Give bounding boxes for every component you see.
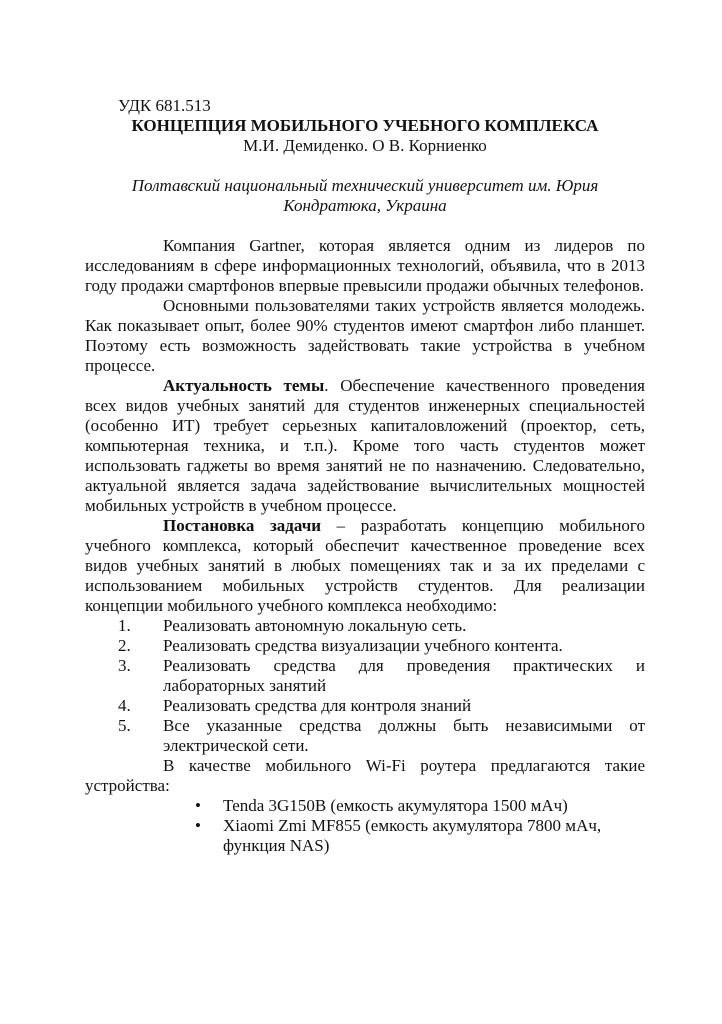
list-item-number: 2.: [118, 636, 131, 655]
numbered-list-item: [85, 636, 645, 656]
list-item-text: Все указанные средства должны быть независимыми от электрической сети.: [163, 716, 645, 755]
bullet-icon: •: [195, 816, 201, 835]
list-item-text: Реализовать автономную локальную сеть.: [163, 616, 467, 635]
paragraph-text: Компания Gartner, которая является одним из лидеров по исследованиям в сфере информационных технологий, объявила, что в 2013 году продажи смартфонов впервые превысили продажи обычных телефонов.: [85, 236, 645, 295]
bullet-item-text: Xiaomi Zmi MF855 (емкость акумулятора 7800 мАч, функция NAS): [223, 816, 602, 855]
affiliation-line: Полтавский национальный технический университет им. Юрия Кондратюка, Украина: [131, 176, 599, 215]
paragraph-lead: Актуальность темы: [163, 376, 325, 395]
list-item-text: Реализовать средства визуализации учебного контента.: [163, 636, 563, 655]
paragraph-text: Основными пользователями таких устройств является молодежь. Как показывает опыт, более 90% студентов имеют смартфон либо планшет. Поэтому есть возможность задействовать такие устройства в учебном процессе.: [85, 296, 645, 375]
bullet-item-text: Tenda 3G150B (емкость акумулятора 1500 мАч): [223, 796, 568, 815]
bullet-icon: •: [195, 796, 201, 815]
paper-title: КОНЦЕПЦИЯ МОБИЛЬНОГО УЧЕБНОГО КОМПЛЕКСА: [131, 116, 599, 135]
paragraph-task: [85, 516, 645, 616]
bullet-list-item: [85, 816, 645, 856]
list-item-number: 5.: [118, 716, 131, 735]
paragraph-text: . Обеспечение качественного проведения всех видов учебных занятий для студентов инженерных специальностей (особенно ИТ) требует серьезных капиталовложений (проектор, сеть, компьютерная техника, и т.п.). Кроме того часть студентов может использовать гаджеты во время занятий не по назначению. Следовательно, актуальной является задача задействование вычислительных мощностей мобильных устройств в учебном процессе.: [85, 376, 645, 515]
paragraph-intro: [85, 236, 645, 296]
router-devices-bullet-list: [85, 796, 645, 856]
paragraph-lead: Постановка задачи: [163, 516, 322, 535]
numbered-list-item: [85, 656, 645, 696]
paragraph-users: [85, 296, 645, 376]
numbered-list-item: [85, 616, 645, 636]
bullet-list-item: [85, 796, 645, 816]
udc-number: УДК 681.513: [118, 96, 211, 115]
requirements-numbered-list: [85, 616, 645, 756]
list-item-number: 1.: [118, 616, 131, 635]
paragraph-wifi-routers: В качестве мобильного Wi-Fi роутера предлагаются такие устройства:: [85, 756, 645, 795]
numbered-list-item: [85, 696, 645, 716]
authors-line: М.И. Демиденко. О В. Корниенко: [243, 136, 487, 155]
paragraph-text: – разработать концепцию мобильного учебного комплекса, который обеспечит качественное проведение всех видов учебных занятий в любых помещениях так и за их пределами с использованием мобильных устройств студентов. Для реализации концепции мобильного учебного комплекса необходимо:: [85, 516, 645, 615]
paragraph-actuality: [85, 376, 645, 516]
list-item-number: 3.: [118, 656, 131, 675]
list-item-text: Реализовать средства для контроля знаний: [163, 696, 472, 715]
numbered-list-item: [85, 716, 645, 756]
list-item-text: Реализовать средства для проведения практических и лабораторных занятий: [163, 656, 645, 695]
list-item-number: 4.: [118, 696, 131, 715]
